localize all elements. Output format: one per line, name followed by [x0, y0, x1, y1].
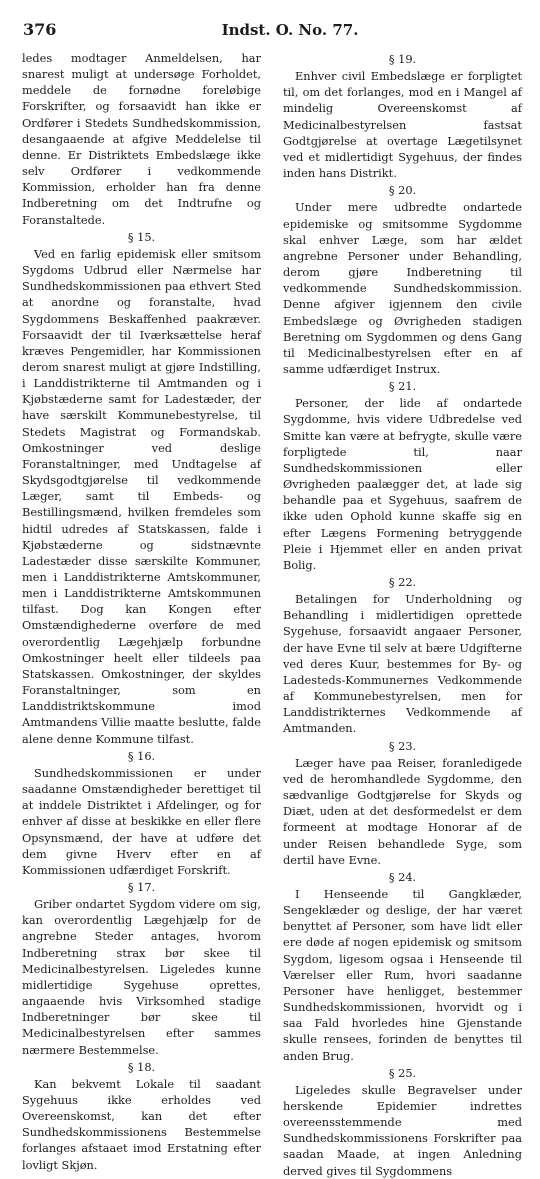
section-heading-22: § 22. [388, 575, 417, 589]
paragraph-15: Ved en farlig epidemisk eller smitsom Sygdoms Udbrud eller Nærmelse har Sundhedskommissionen paa ethvert Sted at anordne og foranstalte, hvad Sygdommens Beskaffenhed paakræver. Forsaavidt der til Iværksættelse heraf kræves Pengemidler, har Kommissionen derom snarest muligt at gjøre Indstilling, i Landdistrikterne til Amtmanden og i Kjøbstæderne samt for Ladestæder, der have særskilt Kommunebestyrelse, til Stedets Magistrat og Formandskab. Omkostninger ved deslige Foranstaltninger, med Undtagelse af Skydsgodtgjørelse til vedkommende Læger, samt til Embeds- og Bestillingsmænd, hvilken fremdeles som hidtil udredes af Statskassen, falde i Kjøbstæderne og sidstnævnte Ladestæder disse særskilte Kommuner, men i Landdistrikterne Amtskommuner, men i Landdistrikterne Amtskommunen tilfast. Dog kan Kongen efter Omstændighederne overføre de med overordentlig Lægehjælp forbundne Omkostninger heelt eller tildeels paa Statskassen. Omkostninger, der skyldes Foranstaltninger, som en Landdistriktskommune imod Amtmandens Villie maatte beslutte, falde alene denne Kommune tilfast. [22, 246, 261, 746]
section-heading-19: § 19. [388, 52, 417, 66]
running-title: Indst. O. No. 77. [221, 21, 359, 39]
paragraph-18: Kan bekvemt Lokale til saadant Sygehuus ikke erholdes ved Overeenskomst, kan det efter Sundhedskommissionens Bestemmelse forlanges afstaaet imod Erstatning efter lovligt Skjøn. [22, 1076, 261, 1172]
section-heading-20: § 20. [388, 183, 417, 198]
paragraph-24: I Henseende til Gangklæder, Sengeklæder og deslige, der har været benyttet af Personer, som have lidt eller ere døde af nogen epidemisk og smitsom Sygdom, ligesom ogsaa i Henseende til Værelser eller Rum, hvori saadanne Personer have henligget, bestemmer Sundhedskommissionen, hvorvidt og i saa Fald hvorledes hine Gjenstande skulle rensees, forinden de benyttes til anden Brug. [283, 886, 522, 1063]
paragraph-20: Under mere udbredte ondartede epidemiske og smitsomme Sygdomme skal enhver Læge, som har ældet angrebne Personer under Behandling, derom gjøre Indberetning til vedkommende Sundhedskommission. Denne afgiver igjennem den civile Embedslæge og Øvrigheden stadigen Beretning om Sygdommen og dens Gang til Medicinalbestyrelsen efter en af samme udfærdiget Instrux. [283, 200, 522, 376]
paragraph-16: Sundhedskommissionen er under saadanne Omstændigheder berettiget til at inddele Distriktet i Afdelinger, og for enhver af disse at beskikke en eller flere Opsynsmænd, der have at udføre det dem givne Hverv efter en af Kommissionen udfærdiget Forskrift. [22, 765, 261, 877]
section-heading-18: § 18. [127, 1059, 156, 1074]
section-heading-21: § 21. [388, 379, 417, 394]
paragraph-22: Betalingen for Underholdning og Behandling i midlertidigen oprettede Sygehuse, forsaavidt angaaer Personer, der have Evne til selv at bære Udgifterne ved deres Kuur, bestemmes for By- og Ladesteds-Kommunernes Vedkommende af Kommunebestyrelsen, men for Landdistrikternes Vedkommende af Amtmanden. [283, 592, 522, 736]
section-heading-24: § 24. [388, 869, 417, 884]
right-column [283, 50, 522, 1179]
paragraph-continued: ledes modtager Anmeldelsen, har snarest muligt at undersøge Forholdet, meddele de fornødne foreløbige Forskrifter, og forsaavidt han ikke er Ordfører i Stedets Sundhedskommission, desangaaende at afgive Meddelelse til denne. Er Distriktets Embedslæge ikke selv Ordfører i vedkommende Kommission, erholder han fra denne Indberetning om det Indtrufne og Foranstaltede. [22, 51, 261, 227]
section-heading-23: § 23. [388, 738, 417, 753]
section-heading-15: § 15. [127, 229, 156, 244]
section-heading-25: § 25. [388, 1065, 417, 1080]
paragraph-25: Ligeledes skulle Begravelser under herskende Epidemier indrettes overeensstemmende med Sundhedskommissionens Forskrifter paa saadan Maade, at ingen Anledning derved gives til Sygdommens [283, 1082, 522, 1178]
section-heading-16: § 16. [127, 748, 156, 763]
left-column [22, 50, 261, 1173]
paragraph-17: Griber ondartet Sygdom videre om sig, kan overordentlig Lægehjælp for de angrebne Steder antages, hvorom Indberetning strax bør skee til Medicinalbestyrelsen. Ligeledes kunne midlertidige Sygehuse oprettes, angaaende hvis Virksomhed stadige Indberetninger bør skee til Medicinalbestyrelsen efter sammes nærmere Bestemmelse. [22, 897, 261, 1057]
paragraph-19: Enhver civil Embedslæge er forpligtet til, om det forlanges, mod en i Mangel af mindelig Overeenskomst af Medicinalbestyrelsen fastsat Godtgjørelse at overtage Lægetilsynet ved et midlertidigt Sygehuus, der findes inden hans Distrikt. [283, 69, 522, 181]
paragraph-23: Læger have paa Reiser, foranledigede ved de heromhandlede Sygdomme, den sædvanlige Godtgjørelse for Skyds og Diæt, uden at det desformedelst er dem formeent at modtage Honorar af de under Reisen behandlede Syge, som dertil have Evne. [283, 755, 522, 867]
section-heading-17: § 17. [127, 879, 156, 894]
paragraph-21: Personer, der lide af ondartede Sygdomme, hvis videre Udbredelse ved Smitte kan være at befrygte, skulle være forpligtede til, naar Sundhedskommissionen eller Øvrigheden paalægger det, at lade sig behandle paa et Sygehuus, saafrem de ikke uden Ophold kunne skaffe sig en efter Lægens Formening betryggende Pleie i Hjemmet eller en anden privat Bolig. [283, 396, 522, 572]
page-number: 376 [23, 20, 57, 39]
page-header [0, 0, 540, 48]
